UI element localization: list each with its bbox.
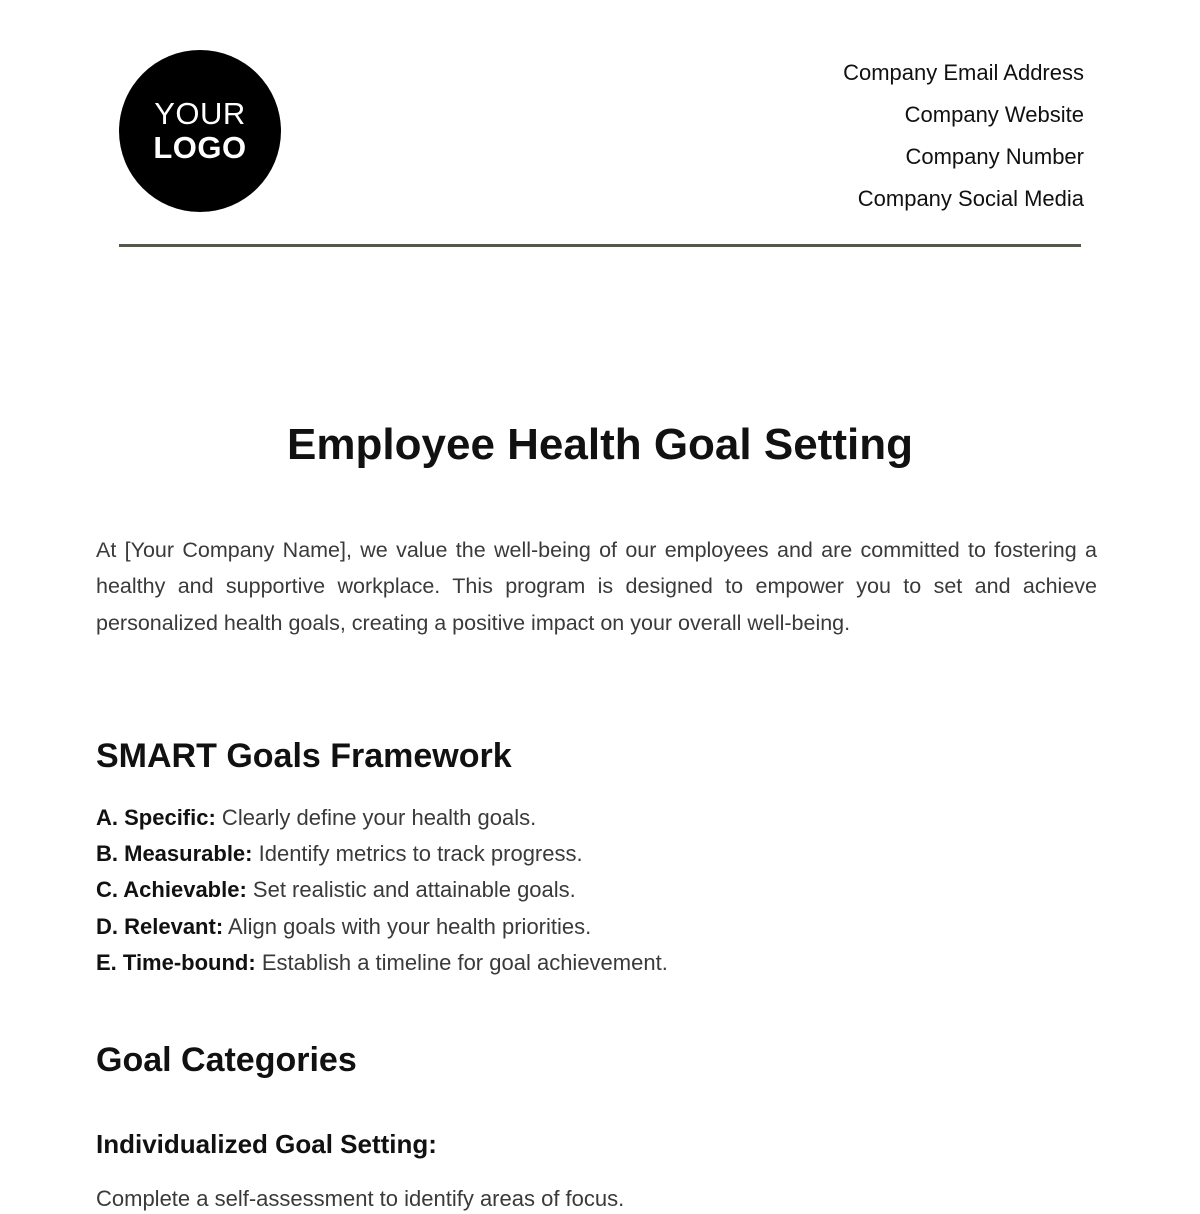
document-title: Employee Health Goal Setting [287, 420, 913, 469]
smart-item-text: Set realistic and attainable goals. [246, 877, 576, 903]
company-logo [119, 50, 281, 212]
smart-item-label: B. Measurable: [96, 841, 253, 867]
intro-paragraph: At [Your Company Name], we value the well-being of our employees and are committed to fostering a healthy and supportive workplace. This program is designed to empower you to set and achieve personalized health goals, creating a positive impact on your overall well-being. [96, 538, 1097, 635]
list-item [96, 909, 1096, 945]
self-assessment-text: Complete a self-assessment to identify areas of focus. [96, 1186, 625, 1211]
smart-item-label: D. Relevant: [96, 913, 224, 939]
individualized-goal-heading: Individualized Goal Setting: [96, 1129, 437, 1159]
smart-item-text: Clearly define your health goals. [215, 805, 537, 830]
smart-item-text: Align goals with your health priorities. [223, 913, 592, 939]
logo-text-top: YOUR [154, 96, 246, 131]
smart-item-text: Identify metrics to track progress. [252, 841, 583, 867]
smart-item-label: C. Achievable: [96, 877, 247, 903]
goal-categories-heading: Goal Categories [96, 1041, 357, 1079]
logo-text-bottom: LOGO [153, 130, 247, 165]
smart-item-label: A. Specific: [96, 805, 216, 830]
company-number: Company Number [905, 144, 1084, 169]
smart-item-text: Establish a timeline for goal achievement. [255, 949, 668, 975]
company-social-media: Company Social Media [857, 186, 1084, 211]
company-website: Company Website [904, 102, 1084, 127]
list-item [96, 800, 1096, 836]
smart-goals-list [96, 800, 1096, 981]
list-item [96, 836, 1096, 872]
smart-item-label: E. Time-bound: [96, 949, 256, 975]
list-item [96, 945, 1096, 981]
company-email: Company Email Address [843, 60, 1084, 85]
header-divider [119, 244, 1081, 247]
list-item [96, 872, 1096, 908]
smart-framework-heading: SMART Goals Framework [96, 737, 512, 775]
company-contact-block [843, 52, 1084, 220]
